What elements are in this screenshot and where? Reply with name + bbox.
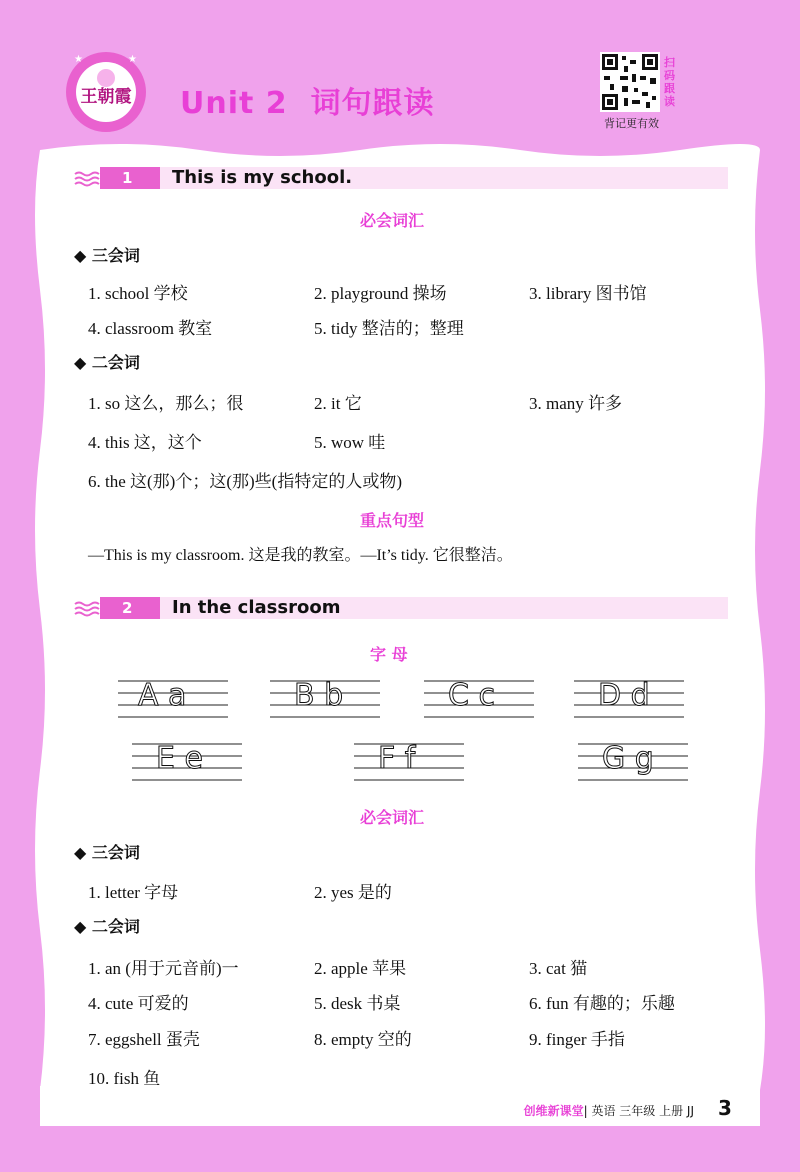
word-item: 2. playground 操场 — [314, 284, 447, 303]
word-item: 2. it 它 — [314, 394, 362, 413]
unit-title: 词句跟读 — [310, 86, 435, 121]
letter-card-b — [270, 675, 380, 723]
word-item: 4. this 这，这个 — [88, 433, 202, 452]
page-title — [180, 78, 435, 122]
page-number: 3 — [718, 1096, 732, 1120]
footer-brand: 创维新课堂 — [523, 1104, 584, 1118]
letter-glyph: F f — [378, 741, 416, 776]
svg-text:★: ★ — [74, 54, 83, 65]
section-2-title: In the classroom — [172, 597, 341, 618]
footer-book-info: | 英语 三年级 上册 JJ — [583, 1104, 694, 1118]
letter-glyph: A a — [138, 678, 187, 713]
wave-icon — [72, 167, 100, 189]
letter-glyph: B b — [294, 678, 344, 713]
section-2-vocab-heading: 必会词汇 — [360, 808, 425, 827]
footer-info — [524, 1102, 694, 1119]
word-item: 3. many 许多 — [529, 394, 623, 413]
wave-icon — [72, 597, 100, 619]
letter-card-c — [424, 675, 534, 723]
letter-card-d — [574, 675, 684, 723]
word-item: 2. yes 是的 — [314, 883, 392, 902]
word-item: 4. cute 可爱的 — [88, 994, 189, 1013]
section-2-three-label: ◆ 三会词 — [74, 843, 140, 862]
svg-text:★: ★ — [128, 54, 137, 65]
word-item: 9. finger 手指 — [529, 1030, 625, 1049]
section-1-vocab-heading: 必会词汇 — [360, 211, 425, 230]
word-item: 1. letter 字母 — [88, 883, 179, 902]
word-item: 5. tidy 整洁的；整理 — [314, 319, 464, 338]
section-1-number: 1 — [100, 167, 160, 189]
word-item: 8. empty 空的 — [314, 1030, 412, 1049]
word-item: 5. desk 书桌 — [314, 994, 401, 1013]
key-sentence: —This is my classroom. 这是我的教室。—It’s tidy. 它很整洁。 — [88, 547, 513, 564]
section-1-three-label: ◆ 三会词 — [74, 246, 140, 265]
letters-heading: 字 母 — [370, 645, 408, 664]
section-2-header — [72, 597, 728, 619]
section-1-header — [72, 167, 728, 189]
qr-code-icon[interactable] — [600, 52, 660, 112]
letter-card-g — [578, 738, 688, 786]
letter-glyph: G g — [602, 741, 654, 776]
unit-label: Unit 2 — [180, 86, 288, 121]
qr-caption: 背记更有效 — [604, 117, 659, 130]
word-item: 5. wow 哇 — [314, 433, 386, 452]
word-item: 4. classroom 教室 — [88, 319, 213, 338]
letter-card-f — [354, 738, 464, 786]
section-2-number: 2 — [100, 597, 160, 619]
word-item: 6. fun 有趣的；乐趣 — [529, 994, 675, 1013]
word-item: 10. fish 鱼 — [88, 1069, 161, 1088]
qr-side-text: 扫码跟读 — [664, 56, 675, 108]
word-item: 1. school 学校 — [88, 284, 188, 303]
section-1-title: This is my school. — [172, 167, 353, 188]
letter-glyph: D d — [598, 678, 650, 713]
letter-glyph: E e — [156, 741, 203, 776]
letter-glyph: C c — [448, 678, 495, 713]
word-item: 1. an (用于元音前)一 — [88, 959, 239, 978]
word-item: 6. the 这(那)个；这(那)些(指特定的人或物) — [88, 472, 402, 491]
logo-text: 王朝霞 — [80, 87, 132, 107]
section-1-sentence-heading: 重点句型 — [360, 511, 425, 530]
word-item: 3. cat 猫 — [529, 959, 588, 978]
brand-logo — [62, 48, 150, 136]
word-item: 3. library 图书馆 — [529, 284, 647, 303]
letter-card-a — [118, 675, 228, 723]
word-item: 7. eggshell 蛋壳 — [88, 1030, 200, 1049]
word-item: 2. apple 苹果 — [314, 959, 407, 978]
letter-card-e — [132, 738, 242, 786]
section-2-two-label: ◆ 二会词 — [74, 917, 140, 936]
section-1-two-label: ◆ 二会词 — [74, 353, 140, 372]
word-item: 1. so 这么，那么；很 — [88, 394, 244, 413]
